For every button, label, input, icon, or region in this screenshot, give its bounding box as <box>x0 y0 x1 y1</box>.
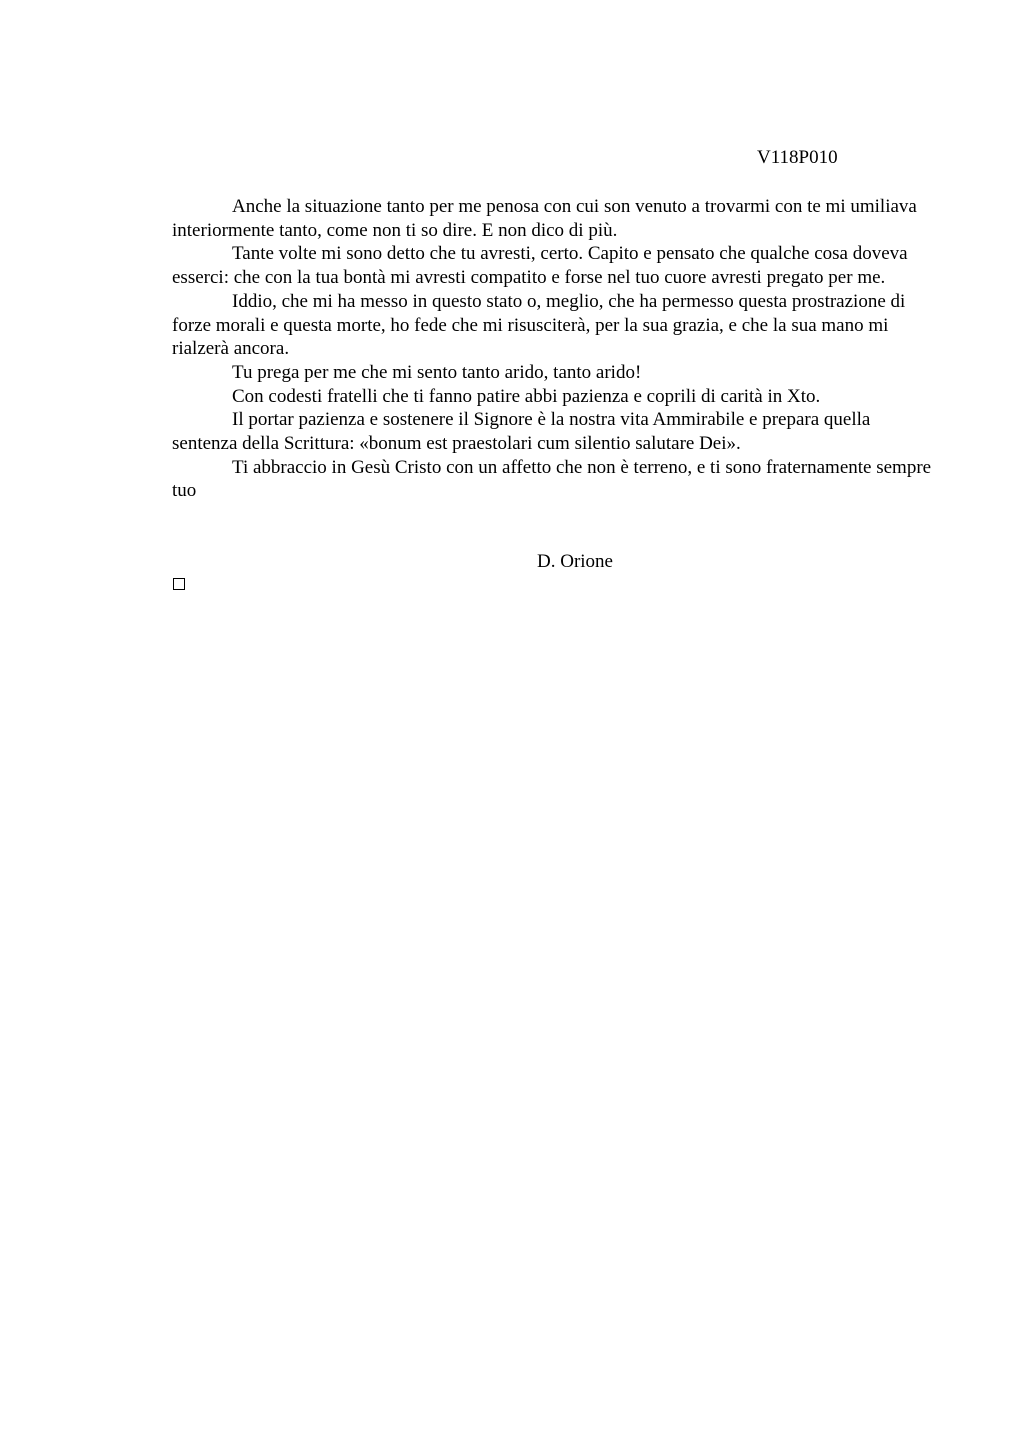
paragraph: Iddio, che mi ha messo in questo stato o, meglio, che ha permesso questa prostrazione di forze morali e questa morte, ho fede che mi risusciterà, per la sua grazia, e che la sua mano mi rialzerà ancora. <box>172 290 906 360</box>
paragraph: Ti abbraccio in Gesù Cristo con un affetto che non è terreno, e ti sono fraternamente sempre tuo <box>172 456 932 502</box>
paragraph: Con codesti fratelli che ti fanno patire abbi pazienza e coprili di carità in Xto. <box>232 385 821 407</box>
square-outline-icon <box>173 578 185 590</box>
signature: D. Orione <box>537 551 613 572</box>
paragraph: Tante volte mi sono detto che tu avresti, certo. Capito e pensato che qualche cosa doveva esserci: che con la tua bontà mi avresti compatito e forse nel tuo cuore avresti pregato per me. <box>172 243 908 289</box>
paragraph: Tu prega per me che mi sento tanto arido, tanto arido! <box>232 361 642 383</box>
paragraph: Il portar pazienza e sostenere il Signore è la nostra vita Ammirabile e prepara quella sentenza della Scrittura: «bonum est praestolari cum silentio salutare Dei». <box>172 409 871 455</box>
paragraph: Anche la situazione tanto per me penosa con cui son venuto a trovarmi con te mi umiliava interiormente tanto, come non ti so dire. E non dico di più. <box>172 196 917 241</box>
letter-body <box>172 195 932 503</box>
page-code: V118P010 <box>757 147 838 168</box>
